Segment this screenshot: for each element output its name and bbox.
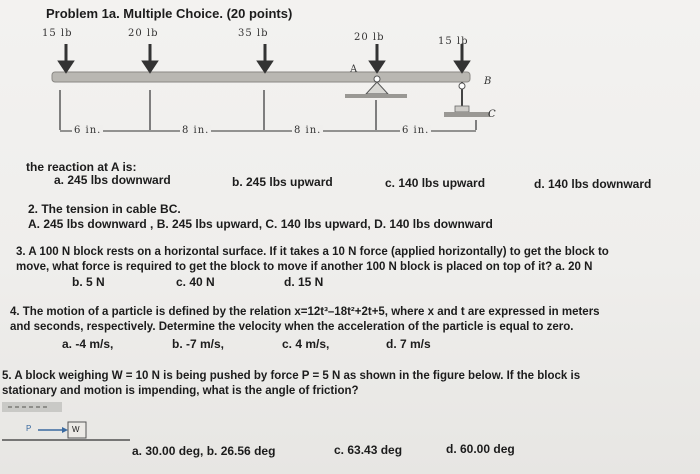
- point-c-label: C: [488, 109, 497, 120]
- q1-option-d: d. 140 lbs downward: [534, 177, 652, 191]
- q3-option-c: c. 40 N: [176, 275, 215, 289]
- q4-line2: and seconds, respectively. Determine the velocity when the acceleration of the particle is equal to zero.: [10, 321, 574, 333]
- load-label-3: 35 lb: [238, 28, 269, 39]
- q5-line1: 5. A block weighing W = 10 N is being pushed by force P = 5 N as shown in the figure below. If the block is: [2, 370, 581, 382]
- block-figure-p-label: P: [26, 424, 32, 433]
- block-figure-w-label: W: [72, 425, 80, 434]
- q3-option-b: b. 5 N: [72, 275, 105, 289]
- load-label-1: 15 lb: [42, 28, 73, 39]
- load-label-2: 20 lb: [128, 28, 159, 39]
- q4-option-c: c. 4 m/s,: [282, 337, 330, 351]
- point-a-label: A: [350, 64, 359, 75]
- q5-line2: stationary and motion is impending, what is the angle of friction?: [2, 385, 359, 397]
- q4-line1: 4. The motion of a particle is defined by the relation x=12t³–18t²+2t+5, where x and t are expressed in meters: [10, 306, 600, 318]
- q2-prompt: 2. The tension in cable BC.: [28, 202, 181, 216]
- q3-line2: move, what force is required to get the block to move if another 100 N block is placed on top of it? a. 20 N: [16, 261, 593, 273]
- q2-options: A. 245 lbs downward , B. 245 lbs upward, C. 140 lbs upward, D. 140 lbs downward: [28, 217, 493, 231]
- q4-option-a: a. -4 m/s,: [62, 337, 114, 351]
- dim-label-4: 6 in.: [402, 125, 430, 136]
- beam-figure: [0, 0, 700, 160]
- q1-option-c: c. 140 lbs upward: [385, 176, 486, 190]
- load-label-4: 20 lb: [354, 32, 385, 43]
- q5-option-d: d. 60.00 deg: [446, 442, 515, 456]
- support-a: [366, 82, 388, 94]
- dim-label-3: 8 in.: [294, 125, 322, 136]
- q4-option-d: d. 7 m/s: [386, 337, 431, 351]
- dim-label-2: 8 in.: [182, 125, 210, 136]
- block-figure: [0, 400, 140, 470]
- q5-options-a-b: a. 30.00 deg, b. 26.56 deg: [132, 444, 276, 458]
- q1-option-a: a. 245 lbs downward: [54, 173, 171, 187]
- load-label-5: 15 lb: [438, 36, 469, 47]
- point-b-label: B: [484, 76, 493, 87]
- problem-title: Problem 1a. Multiple Choice. (20 points): [46, 6, 293, 21]
- q1-option-b: b. 245 lbs upward: [232, 175, 333, 189]
- q1-prompt: the reaction at A is:: [26, 160, 137, 174]
- load-arrows: [60, 44, 468, 71]
- dim-label-1: 6 in.: [74, 125, 102, 136]
- q5-option-c: c. 63.43 deg: [334, 443, 403, 457]
- q4-option-b: b. -7 m/s,: [172, 337, 225, 351]
- q3-line1: 3. A 100 N block rests on a horizontal surface. If it takes a 10 N force (applied horizontally) to get the block to: [16, 246, 609, 258]
- q3-option-d: d. 15 N: [284, 275, 324, 289]
- beam: [52, 72, 470, 82]
